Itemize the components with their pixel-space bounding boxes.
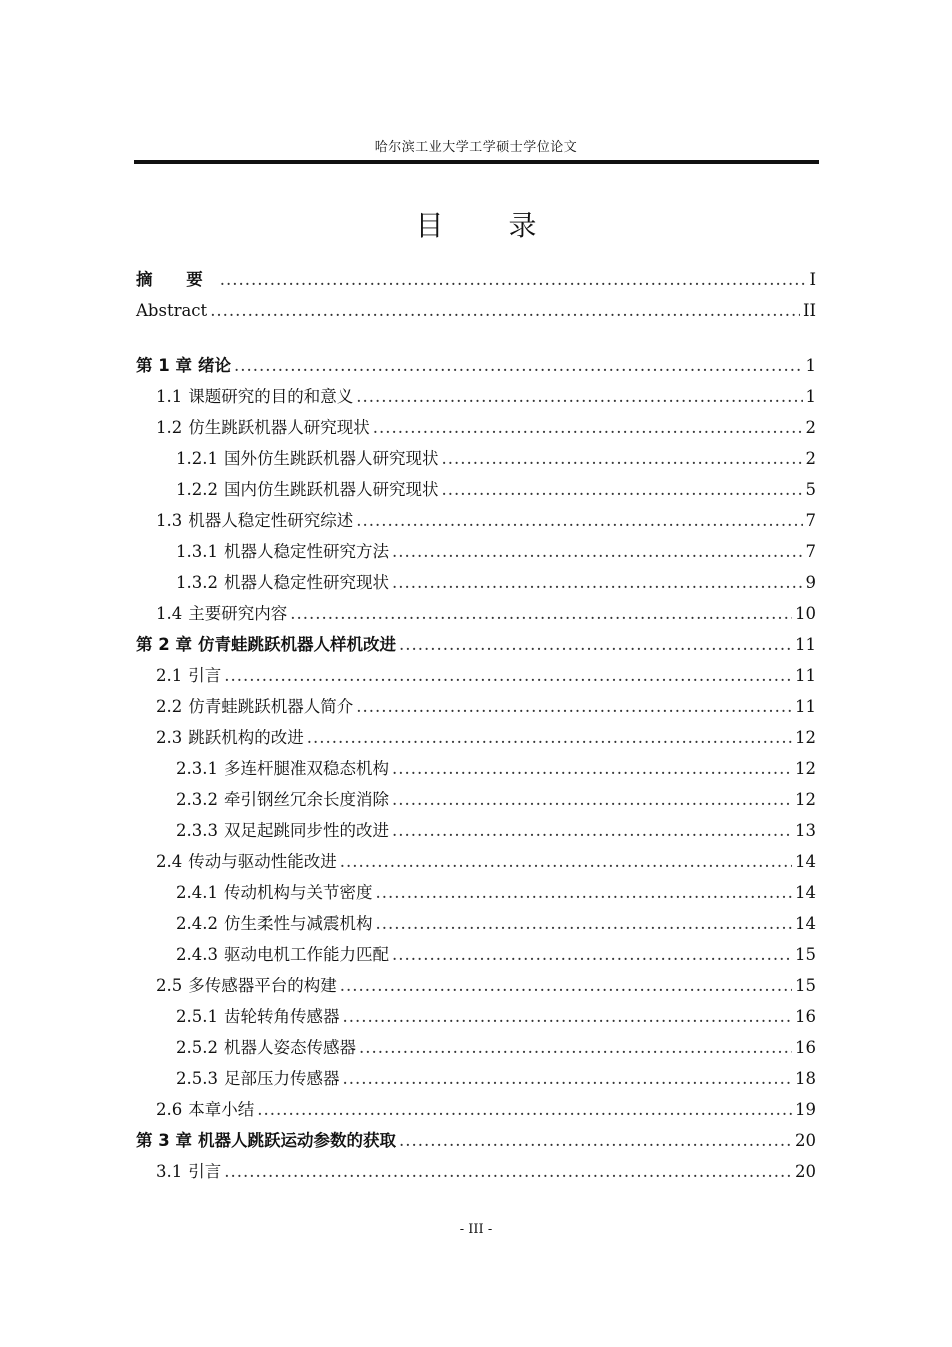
toc-entry-label: Abstract — [136, 301, 208, 320]
toc-section-entry[interactable] — [136, 598, 816, 629]
dot-leader — [210, 295, 800, 326]
toc-section-entry[interactable] — [136, 815, 816, 846]
dot-leader — [340, 970, 792, 1001]
toc-entry-number: 2.6 — [156, 1100, 183, 1119]
toc-entry-page: 15 — [795, 976, 816, 995]
toc-entry-page: 7 — [805, 542, 816, 561]
toc-entry-text: 国内仿生跳跃机器人研究现状 — [223, 480, 439, 499]
dot-leader — [234, 350, 803, 381]
toc-entry-number: 1.4 — [156, 604, 183, 623]
toc-entry-number: 第 2 章 — [136, 635, 192, 654]
toc-entry-label — [176, 567, 389, 598]
toc-entry-label — [176, 474, 438, 505]
toc-section-entry[interactable] — [136, 660, 816, 691]
toc-entry-number: 2.3.2 — [176, 790, 218, 809]
dot-leader — [257, 1094, 792, 1125]
toc-entry-text: 机器人稳定性研究现状 — [223, 573, 389, 592]
dot-leader — [392, 567, 803, 598]
toc-entry-label — [136, 1125, 396, 1156]
toc-entry-page: 7 — [805, 511, 816, 530]
toc-entry-abstract-cn[interactable] — [136, 264, 816, 295]
toc-entry-text: 牵引钢丝冗余长度消除 — [223, 790, 389, 809]
section-gap — [136, 326, 816, 350]
dot-leader — [375, 908, 792, 939]
toc-entry-text: 主要研究内容 — [188, 604, 288, 623]
dot-leader — [373, 412, 803, 443]
toc-entry-text: 机器人姿态传感器 — [223, 1038, 356, 1057]
toc-entry-number: 2.4.2 — [176, 914, 218, 933]
toc-entry-text: 机器人跳跃运动参数的获取 — [197, 1131, 396, 1150]
toc-section-entry[interactable] — [136, 970, 816, 1001]
dot-leader — [392, 536, 803, 567]
dot-leader — [399, 1125, 792, 1156]
dot-leader — [375, 877, 792, 908]
toc-entry-number: 2.5 — [156, 976, 183, 995]
toc-entry-number: 2.5.2 — [176, 1038, 218, 1057]
toc-entry-page: 20 — [795, 1131, 816, 1150]
toc-entry-label — [176, 1063, 339, 1094]
toc-entry-text: 跳跃机构的改进 — [188, 728, 304, 747]
toc-entry-page: 20 — [795, 1162, 816, 1181]
toc-entry-label — [156, 691, 353, 722]
toc-section-entry[interactable] — [136, 1032, 816, 1063]
toc-entry-label — [176, 1001, 339, 1032]
table-of-contents — [136, 264, 816, 1187]
toc-entry-page: 1 — [805, 387, 816, 406]
dot-leader — [340, 846, 792, 877]
toc-entry-label — [156, 846, 337, 877]
toc-section-entry[interactable] — [136, 722, 816, 753]
dot-leader — [392, 784, 792, 815]
dot-leader — [224, 1156, 792, 1187]
dot-leader — [307, 722, 792, 753]
dot-leader — [342, 1063, 792, 1094]
toc-entry-label — [176, 443, 438, 474]
toc-entry-label — [156, 598, 287, 629]
toc-entry-text: 传动与驱动性能改进 — [188, 852, 337, 871]
dot-leader — [356, 505, 802, 536]
dot-leader — [392, 753, 792, 784]
toc-entry-text: 引言 — [188, 666, 222, 685]
toc-entry-label — [156, 381, 353, 412]
toc-entry-number: 1.2 — [156, 418, 183, 437]
toc-entry-number: 1.3 — [156, 511, 183, 530]
toc-entry-text: 机器人稳定性研究方法 — [223, 542, 389, 561]
toc-section-entry[interactable] — [136, 505, 816, 536]
toc-entry-text: 驱动电机工作能力匹配 — [223, 945, 389, 964]
toc-entry-text: 双足起跳同步性的改进 — [223, 821, 389, 840]
toc-entry-number: 2.3 — [156, 728, 183, 747]
toc-entry-text: 仿青蛙跳跃机器人简介 — [188, 697, 354, 716]
toc-section-entry[interactable] — [136, 939, 816, 970]
toc-entry-page: 2 — [805, 418, 816, 437]
toc-entry-text: 本章小结 — [188, 1100, 255, 1119]
toc-entry-number: 2.1 — [156, 666, 183, 685]
toc-entry-label — [176, 908, 372, 939]
toc-entry-label — [176, 815, 389, 846]
dot-leader — [399, 629, 792, 660]
header-rule — [134, 160, 819, 164]
toc-entry-text: 仿生跳跃机器人研究现状 — [188, 418, 370, 437]
toc-entry-text: 机器人稳定性研究综述 — [188, 511, 354, 530]
toc-entry-page: 10 — [795, 604, 816, 623]
toc-entry-number: 第 3 章 — [136, 1131, 192, 1150]
toc-entry-page: 12 — [795, 790, 816, 809]
dot-leader — [359, 1032, 792, 1063]
toc-entry-label — [156, 1094, 254, 1125]
toc-entry-label — [176, 753, 389, 784]
toc-entry-text: 多连杆腿准双稳态机构 — [223, 759, 389, 778]
toc-section-entry[interactable] — [136, 381, 816, 412]
toc-section-entry[interactable] — [136, 877, 816, 908]
toc-entry-abstract-en[interactable] — [136, 295, 816, 326]
toc-entry-text: 齿轮转角传感器 — [223, 1007, 340, 1026]
toc-entry-text: 仿青蛙跳跃机器人样机改进 — [197, 635, 396, 654]
toc-entry-text: 传动机构与关节密度 — [223, 883, 373, 902]
toc-entry-number: 2.3.3 — [176, 821, 218, 840]
toc-entry-page: 11 — [795, 666, 816, 685]
toc-entry-page: 5 — [805, 480, 816, 499]
dot-leader — [356, 691, 792, 722]
dot-leader — [392, 939, 792, 970]
toc-entry-page: 14 — [795, 914, 816, 933]
toc-entry-label — [176, 877, 372, 908]
toc-section-entry[interactable] — [136, 1063, 816, 1094]
dot-leader — [356, 381, 802, 412]
toc-entry-number: 2.3.1 — [176, 759, 218, 778]
toc-entry-page: 11 — [795, 635, 816, 654]
toc-entry-page: II — [802, 301, 816, 320]
toc-entry-number: 2.4.3 — [176, 945, 218, 964]
toc-entry-page: 14 — [795, 852, 816, 871]
toc-entry-text: 引言 — [188, 1162, 222, 1181]
toc-entry-page: 12 — [795, 728, 816, 747]
dot-leader — [441, 443, 802, 474]
toc-entry-page: 16 — [795, 1038, 816, 1057]
toc-section-entry[interactable] — [136, 1094, 816, 1125]
toc-entry-page: 15 — [795, 945, 816, 964]
toc-title: 目 录 — [415, 209, 565, 242]
toc-entry-number: 第 1 章 — [136, 356, 192, 375]
dot-leader — [224, 660, 792, 691]
toc-section-entry[interactable] — [136, 567, 816, 598]
toc-entry-page: 1 — [805, 356, 816, 375]
toc-entry-page: 18 — [795, 1069, 816, 1088]
toc-entry-text: 足部压力传感器 — [223, 1069, 340, 1088]
toc-entry-label — [156, 412, 370, 443]
toc-section-entry[interactable] — [136, 1001, 816, 1032]
toc-entry-label — [156, 970, 337, 1001]
toc-entry-number: 1.3.2 — [176, 573, 218, 592]
toc-entry-label — [156, 660, 221, 691]
toc-entry-label — [136, 350, 231, 381]
toc-entry-text: 多传感器平台的构建 — [188, 976, 337, 995]
toc-section-entry[interactable] — [136, 784, 816, 815]
toc-entry-label — [156, 1156, 221, 1187]
toc-section-entry[interactable] — [136, 753, 816, 784]
toc-entry-page: 14 — [795, 883, 816, 902]
toc-entry-list — [136, 350, 816, 1187]
toc-entry-label — [176, 784, 389, 815]
toc-section-entry[interactable] — [136, 536, 816, 567]
toc-entry-number: 2.2 — [156, 697, 183, 716]
toc-chapter-entry[interactable] — [136, 1125, 816, 1156]
toc-entry-label — [176, 1032, 356, 1063]
toc-entry-page: 16 — [795, 1007, 816, 1026]
toc-entry-text: 仿生柔性与减震机构 — [223, 914, 373, 933]
toc-entry-label — [156, 722, 304, 753]
toc-entry-number: 3.1 — [156, 1162, 183, 1181]
toc-entry-number: 2.5.3 — [176, 1069, 218, 1088]
toc-entry-label — [176, 536, 389, 567]
toc-entry-page: 12 — [795, 759, 816, 778]
toc-entry-text: 国外仿生跳跃机器人研究现状 — [223, 449, 439, 468]
toc-entry-number: 1.1 — [156, 387, 183, 406]
toc-entry-label — [176, 939, 389, 970]
dot-leader — [441, 474, 802, 505]
toc-section-entry[interactable] — [136, 846, 816, 877]
toc-entry-number: 1.3.1 — [176, 542, 218, 561]
toc-section-entry[interactable] — [136, 412, 816, 443]
toc-entry-text: 课题研究的目的和意义 — [188, 387, 354, 406]
toc-section-entry[interactable] — [136, 691, 816, 722]
toc-entry-label: 摘 要 — [136, 270, 217, 289]
toc-entry-page: 19 — [795, 1100, 816, 1119]
toc-entry-page: 13 — [795, 821, 816, 840]
toc-entry-page: 9 — [805, 573, 816, 592]
toc-entry-page: 11 — [795, 697, 816, 716]
dot-leader — [392, 815, 792, 846]
toc-entry-label — [136, 629, 396, 660]
toc-entry-number: 2.4.1 — [176, 883, 218, 902]
toc-section-entry[interactable] — [136, 1156, 816, 1187]
toc-entry-number: 2.5.1 — [176, 1007, 218, 1026]
page-number: - III - — [459, 1222, 493, 1237]
toc-chapter-entry[interactable] — [136, 629, 816, 660]
toc-entry-page: I — [809, 270, 816, 289]
toc-entry-number: 1.2.1 — [176, 449, 218, 468]
toc-entry-number: 2.4 — [156, 852, 183, 871]
running-header: 哈尔滨工业大学工学硕士学位论文 — [374, 140, 578, 155]
toc-entry-number: 1.2.2 — [176, 480, 218, 499]
toc-section-entry[interactable] — [136, 908, 816, 939]
toc-chapter-entry[interactable] — [136, 350, 816, 381]
dot-leader — [220, 264, 807, 295]
toc-section-entry[interactable] — [136, 443, 816, 474]
dot-leader — [342, 1001, 792, 1032]
toc-entry-text: 绪论 — [197, 356, 231, 375]
dot-leader — [290, 598, 792, 629]
toc-entry-page: 2 — [805, 449, 816, 468]
toc-section-entry[interactable] — [136, 474, 816, 505]
toc-entry-label — [156, 505, 353, 536]
